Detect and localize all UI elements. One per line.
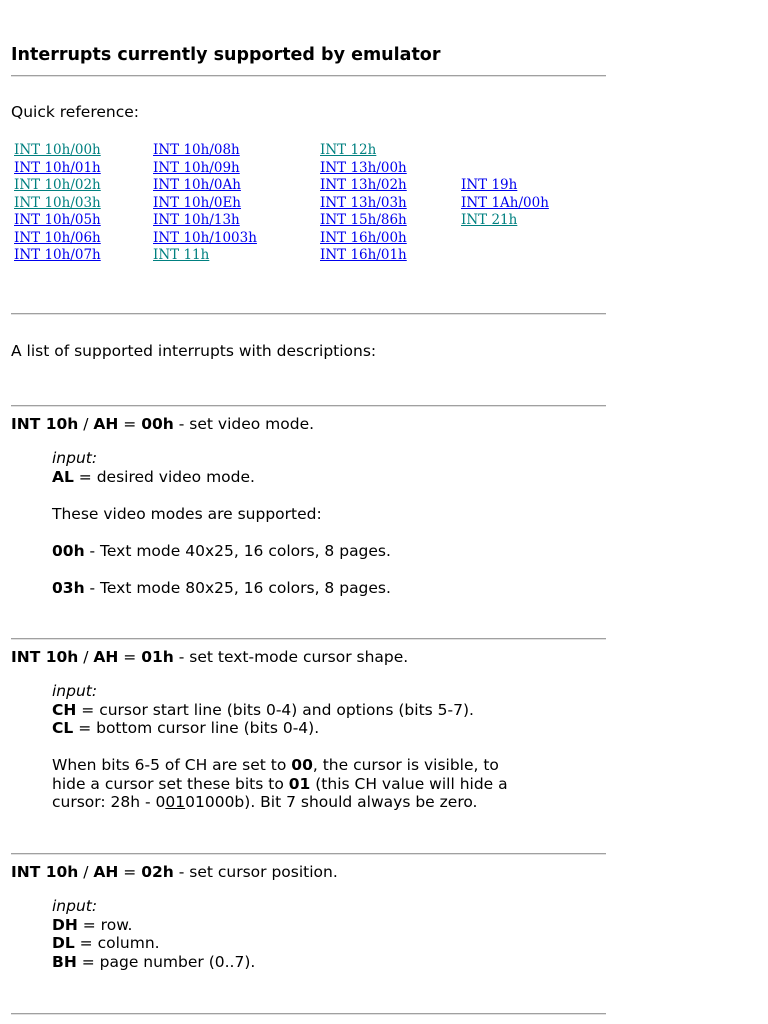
interrupt-heading xyxy=(11,863,338,881)
mode-code: 03h xyxy=(52,578,85,597)
divider xyxy=(11,1013,606,1015)
note-text: When bits 6-5 of CH are set to xyxy=(52,756,292,774)
quick-reference-link[interactable]: INT 16h/01h xyxy=(320,247,407,263)
quick-reference-link[interactable]: INT 15h/86h xyxy=(320,212,407,228)
quick-reference-label: Quick reference: xyxy=(11,103,139,121)
register-name: DH xyxy=(52,915,78,934)
equals: = xyxy=(118,648,142,666)
quick-reference-link[interactable]: INT 10h/00h xyxy=(14,142,101,158)
equals: = xyxy=(118,863,142,881)
divider xyxy=(11,75,606,77)
register-name: CL xyxy=(52,719,74,737)
quick-reference-link[interactable]: INT 10h/03h xyxy=(14,194,101,211)
quick-reference-link[interactable]: INT 13h/00h xyxy=(320,159,407,176)
separator: / xyxy=(78,415,94,433)
interrupt-description: - set cursor position. xyxy=(173,863,338,881)
interrupt-description: - set video mode. xyxy=(173,415,315,433)
quick-reference-link[interactable]: INT 19h xyxy=(461,177,518,193)
register-description: = page number (0..7). xyxy=(76,952,256,971)
interrupt-description: - set text-mode cursor shape. xyxy=(173,648,409,666)
note-line xyxy=(52,793,508,812)
quick-reference-link[interactable]: INT 1Ah/00h xyxy=(461,194,549,211)
register-name: CH xyxy=(52,700,77,719)
input-line xyxy=(52,916,255,935)
page-title: Interrupts currently supported by emulator xyxy=(11,45,441,65)
quick-reference-link[interactable]: INT 10h/01h xyxy=(14,159,101,176)
function-number: 00h xyxy=(141,415,174,433)
register-name: BH xyxy=(52,952,77,971)
register-description: = row. xyxy=(77,915,133,934)
interrupt-heading xyxy=(11,415,314,433)
quick-reference-link[interactable]: INT 10h/0Eh xyxy=(153,194,242,211)
quick-reference-link[interactable]: INT 10h/1003h xyxy=(153,229,257,246)
quick-reference-link[interactable]: INT 10h/13h xyxy=(153,212,240,228)
quick-reference-link[interactable]: INT 10h/02h xyxy=(14,177,101,193)
note-bold: 00 xyxy=(291,756,313,774)
note-text: 01000b). Bit 7 should always be zero. xyxy=(185,793,478,811)
mode-description: - Text mode 80x25, 16 colors, 8 pages. xyxy=(84,578,391,597)
interrupt-heading xyxy=(11,648,408,666)
interrupt-number: INT 10h xyxy=(11,863,79,881)
divider xyxy=(11,405,606,407)
quick-reference-column-3 xyxy=(320,142,407,265)
interrupt-number: INT 10h xyxy=(11,648,79,666)
register-description: = desired video mode. xyxy=(73,467,255,486)
note-bold: 01 xyxy=(288,774,311,793)
quick-reference-column-4 xyxy=(461,177,549,230)
input-label: input: xyxy=(52,449,98,467)
quick-reference-link[interactable]: INT 10h/05h xyxy=(14,212,101,228)
interrupt-body xyxy=(52,449,391,597)
input-line xyxy=(52,953,255,972)
note-text: hide a cursor set these bits to xyxy=(52,774,289,793)
note-text: cursor: 28h - 0 xyxy=(52,793,166,811)
register-name: DL xyxy=(52,934,75,952)
quick-reference-link[interactable]: INT 10h/0Ah xyxy=(153,177,241,193)
quick-reference-link[interactable]: INT 21h xyxy=(461,212,518,228)
register-name: AH xyxy=(93,648,119,666)
function-number: 01h xyxy=(141,648,174,666)
quick-reference-link[interactable]: INT 10h/09h xyxy=(153,159,240,176)
video-mode-item xyxy=(52,579,391,598)
quick-reference-link[interactable]: INT 12h xyxy=(320,142,377,158)
register-description: = cursor start line (bits 0-4) and options (bits 5-7). xyxy=(76,700,474,719)
register-description: = bottom cursor line (bits 0-4). xyxy=(73,719,320,737)
note-text: , the cursor is visible, to xyxy=(312,756,499,774)
note-line xyxy=(52,756,508,775)
mode-description: - Text mode 40x25, 16 colors, 8 pages. xyxy=(84,541,391,560)
register-name: AH xyxy=(93,415,119,433)
video-mode-item xyxy=(52,542,391,561)
quick-reference-link[interactable]: INT 10h/08h xyxy=(153,142,240,158)
register-name: AL xyxy=(52,467,74,486)
register-name: AH xyxy=(93,863,119,881)
note-line xyxy=(52,775,508,794)
quick-reference-column-1 xyxy=(14,142,101,265)
separator: / xyxy=(78,648,94,666)
register-description: = column. xyxy=(74,934,160,952)
quick-reference-column-2 xyxy=(153,142,257,265)
divider xyxy=(11,313,606,315)
mode-code: 00h xyxy=(52,541,85,560)
divider xyxy=(11,638,606,640)
input-line xyxy=(52,719,508,738)
note-underline: 01 xyxy=(165,793,186,811)
input-line xyxy=(52,468,391,487)
interrupt-body xyxy=(52,682,508,812)
divider xyxy=(11,853,606,855)
input-line xyxy=(52,701,508,720)
list-intro: A list of supported interrupts with descriptions: xyxy=(11,342,377,360)
quick-reference-link[interactable]: INT 13h/02h xyxy=(320,177,407,193)
quick-reference-link[interactable]: INT 13h/03h xyxy=(320,194,407,211)
input-label: input: xyxy=(52,897,98,915)
input-line xyxy=(52,934,255,953)
paragraph: These video modes are supported: xyxy=(52,504,322,523)
quick-reference-link[interactable]: INT 16h/00h xyxy=(320,229,407,246)
quick-reference-link[interactable]: INT 10h/07h xyxy=(14,247,101,263)
quick-reference-link[interactable]: INT 10h/06h xyxy=(14,229,101,246)
quick-reference-link[interactable]: INT 11h xyxy=(153,247,210,263)
equals: = xyxy=(118,415,142,433)
note-text: (this CH value will hide a xyxy=(310,774,508,793)
interrupt-number: INT 10h xyxy=(11,415,79,433)
function-number: 02h xyxy=(141,863,174,881)
interrupt-body xyxy=(52,897,255,971)
input-label: input: xyxy=(52,682,98,700)
separator: / xyxy=(78,863,94,881)
